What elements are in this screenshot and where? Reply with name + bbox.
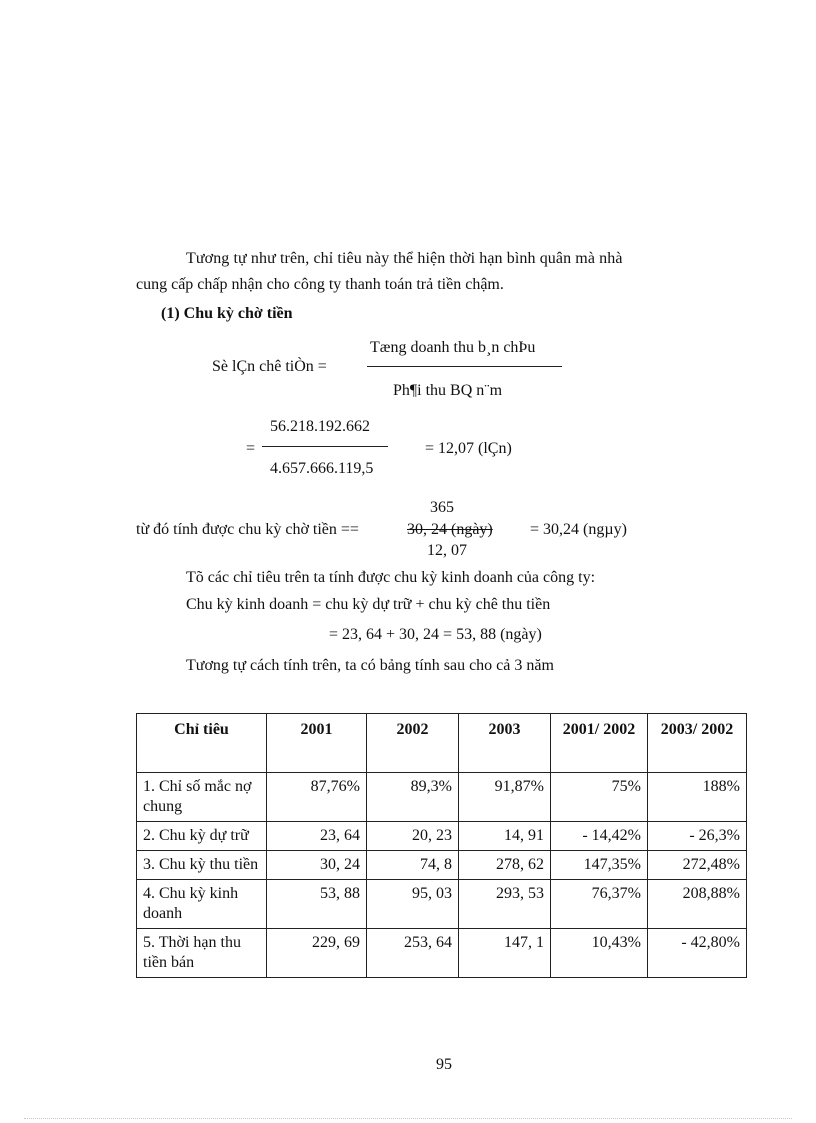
table-cell: 147,35% [551, 851, 648, 880]
table-cell: 3. Chu kỳ thu tiền [137, 851, 267, 880]
paragraph-line: Tương tự cách tính trên, ta có bảng tính sau cho cả 3 năm [186, 657, 554, 674]
table-cell: 2. Chu kỳ dự trữ [137, 822, 267, 851]
table-cell: 188% [648, 773, 747, 822]
table-cell: 91,87% [459, 773, 551, 822]
formula-numerator: 56.218.192.662 [270, 418, 370, 435]
table-row [137, 880, 747, 929]
fraction-bar [367, 366, 562, 367]
paragraph-line: Chu kỳ kinh doanh = chu kỳ dự trữ + chu kỳ chê thu tiền [186, 596, 551, 613]
paragraph-line: Tõ các chỉ tiêu trên ta tính được chu kỳ kinh doanh của công ty: [186, 569, 596, 586]
table-cell: 30, 24 [267, 851, 367, 880]
formula-lhs: Sè lÇn chê tiÒn = [212, 358, 327, 375]
table-cell: 76,37% [551, 880, 648, 929]
table-cell: 95, 03 [367, 880, 459, 929]
formula-denominator: 4.657.666.119,5 [270, 460, 374, 477]
table-cell: 5. Thời hạn thu tiền bán [137, 929, 267, 978]
table-header: 2002 [367, 714, 459, 773]
struck-value: 30, 24 (ngày) [407, 521, 493, 538]
table-header: 2001 [267, 714, 367, 773]
table-cell: 293, 53 [459, 880, 551, 929]
table-row [137, 822, 747, 851]
table-cell: - 42,80% [648, 929, 747, 978]
formula-numerator: 365 [430, 499, 454, 516]
table-row [137, 851, 747, 880]
formula-prefix: từ đó tính được chu kỳ chờ tiền == [136, 521, 359, 538]
table-cell: 75% [551, 773, 648, 822]
table-row [137, 773, 747, 822]
formula-numerator: Tæng doanh thu b¸n chÞu [370, 339, 536, 356]
equals-sign: = [246, 440, 256, 457]
paragraph-line: cung cấp chấp nhận cho công ty thanh toán trả tiền chậm. [136, 276, 504, 293]
fraction-bar [262, 446, 388, 447]
table-cell: 10,43% [551, 929, 648, 978]
table-header: 2003 [459, 714, 551, 773]
table-cell: 74, 8 [367, 851, 459, 880]
summary-table [136, 713, 747, 978]
formula-result: = 30,24 (ngµy) [530, 521, 627, 538]
table-cell: 229, 69 [267, 929, 367, 978]
table-cell: 20, 23 [367, 822, 459, 851]
table-cell: - 26,3% [648, 822, 747, 851]
page-bottom-divider [24, 1118, 792, 1119]
table-cell: 147, 1 [459, 929, 551, 978]
formula-denominator: Ph¶i thu BQ n¨m [393, 382, 503, 399]
table-cell: 272,48% [648, 851, 747, 880]
table-cell: 1. Chỉ số mắc nợ chung [137, 773, 267, 822]
table-cell: 87,76% [267, 773, 367, 822]
table-header: 2001/ 2002 [551, 714, 648, 773]
section-heading: (1) Chu kỳ chờ tiền [161, 305, 293, 322]
table-cell: - 14,42% [551, 822, 648, 851]
paragraph-line: = 23, 64 + 30, 24 = 53, 88 (ngày) [329, 626, 542, 643]
page-number: 95 [436, 1056, 452, 1073]
paragraph-line: Tương tự như trên, chỉ tiêu này thể hiện thời hạn bình quân mà nhà [186, 250, 623, 267]
table-cell: 23, 64 [267, 822, 367, 851]
table-cell: 278, 62 [459, 851, 551, 880]
table-header: Chỉ tiêu [137, 714, 267, 773]
table-header: 2003/ 2002 [648, 714, 747, 773]
formula-denominator: 12, 07 [427, 542, 467, 559]
table-cell: 53, 88 [267, 880, 367, 929]
table-row [137, 929, 747, 978]
formula-result: = 12,07 (lÇn) [425, 440, 512, 457]
table-cell: 208,88% [648, 880, 747, 929]
table-header-row [137, 714, 747, 773]
table-cell: 14, 91 [459, 822, 551, 851]
table-cell: 4. Chu kỳ kinh doanh [137, 880, 267, 929]
table-cell: 253, 64 [367, 929, 459, 978]
table-cell: 89,3% [367, 773, 459, 822]
